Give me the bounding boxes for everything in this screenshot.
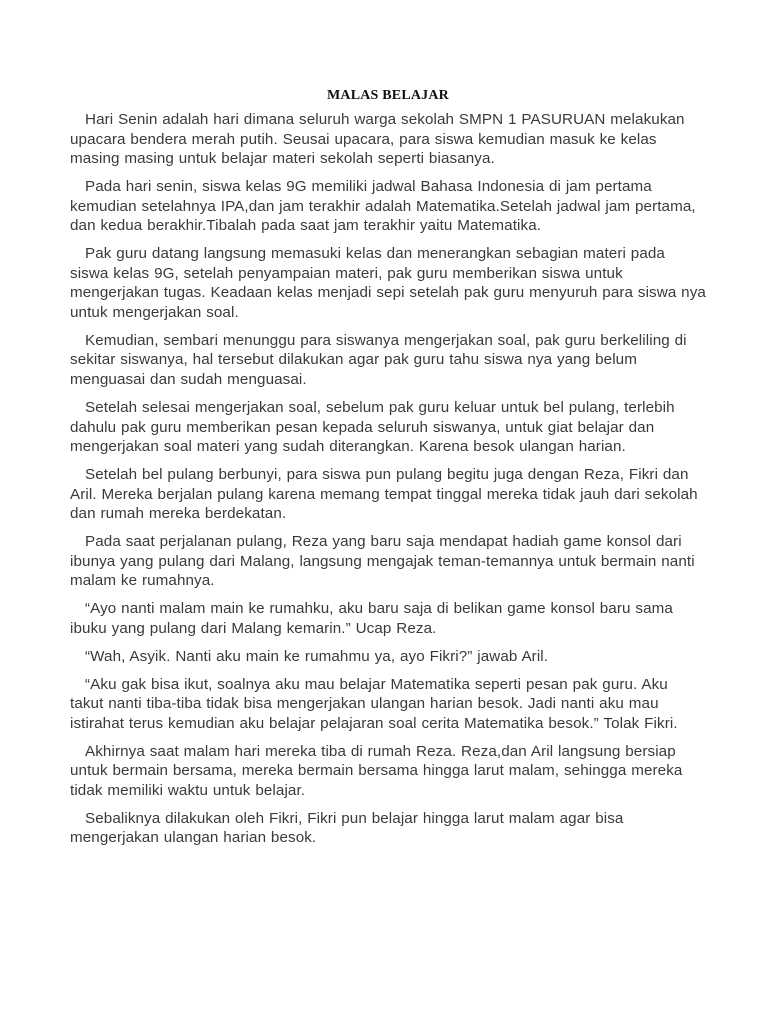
document-title: MALAS BELAJAR bbox=[326, 88, 449, 103]
paragraph-2: Pada hari senin, siswa kelas 9G memiliki jadwal Bahasa Indonesia di jam pertama kemudian setelahnya IPA,dan jam terakhir adalah Matematika.Setelah jadwal jam pertama, dan kedua berakhir.Tibalah pada saat jam terakhir yaitu Matematika. bbox=[70, 178, 696, 235]
paragraph-11: Akhirnya saat malam hari mereka tiba di rumah Reza. Reza,dan Aril langsung bersiap untuk bermain bersama, mereka bermain bersama hingga larut malam, sehingga mereka tidak memiliki waktu untuk belajar. bbox=[70, 742, 683, 799]
paragraph-7: Pada saat perjalanan pulang, Reza yang baru saja mendapat hadiah game konsol dari ibunya yang pulang dari Malang, langsung mengajak teman-temannya untuk bermain nanti malam ke rumahnya. bbox=[70, 533, 695, 590]
document-page bbox=[70, 86, 706, 856]
paragraph-12: Sebaliknya dilakukan oleh Fikri, Fikri pun belajar hingga larut malam agar bisa mengerjakan ulangan harian besok. bbox=[70, 809, 624, 847]
paragraph-1: Hari Senin adalah hari dimana seluruh warga sekolah SMPN 1 PASURUAN melakukan upacara bendera merah putih. Seusai upacara, para siswa kemudian masuk ke kelas masing masing untuk belajar materi sekolah seperti biasanya. bbox=[70, 111, 685, 168]
paragraph-3: Pak guru datang langsung memasuki kelas dan menerangkan sebagian materi pada siswa kelas 9G, setelah penyampaian materi, pak guru memberikan siswa untuk mengerjakan tugas. Keadaan kelas menjadi sepi setelah pak guru menyuruh para siswa nya untuk mengerjakan soal. bbox=[70, 245, 706, 321]
paragraph-9: “Wah, Asyik. Nanti aku main ke rumahmu ya, ayo Fikri?” jawab Aril. bbox=[85, 647, 549, 665]
paragraph-5: Setelah selesai mengerjakan soal, sebelum pak guru keluar untuk bel pulang, terlebih dahulu pak guru memberikan pesan kepada seluruh siswanya, untuk giat belajar dan mengerjakan soal materi yang sudah diterangkan. Karena besok ulangan harian. bbox=[70, 398, 675, 456]
paragraph-4: Kemudian, sembari menunggu para siswanya mengerjakan soal, pak guru berkeliling di sekitar siswanya, hal tersebut dilakukan agar pak guru tahu siswa nya yang belum menguasai dan sudah menguasai. bbox=[70, 331, 687, 389]
paragraph-10: “Aku gak bisa ikut, soalnya aku mau belajar Matematika seperti pesan pak guru. Aku takut nanti tiba-tiba tidak bisa mengerjakan ulangan harian besok. Jadi nanti aku mau istirahat terus kemudian aku belajar pelajaran soal cerita Matematika besok.” Tolak Fikri. bbox=[70, 675, 678, 732]
paragraph-8: “Ayo nanti malam main ke rumahku, aku baru saja di belikan game konsol baru sama ibuku yang pulang dari Malang kemarin.” Ucap Reza. bbox=[70, 600, 673, 637]
paragraph-6: Setelah bel pulang berbunyi, para siswa pun pulang begitu juga dengan Reza, Fikri dan Aril. Mereka berjalan pulang karena memang tempat tinggal mereka tidak jauh dari sekolah dan rumah mereka berdekatan. bbox=[70, 465, 698, 523]
